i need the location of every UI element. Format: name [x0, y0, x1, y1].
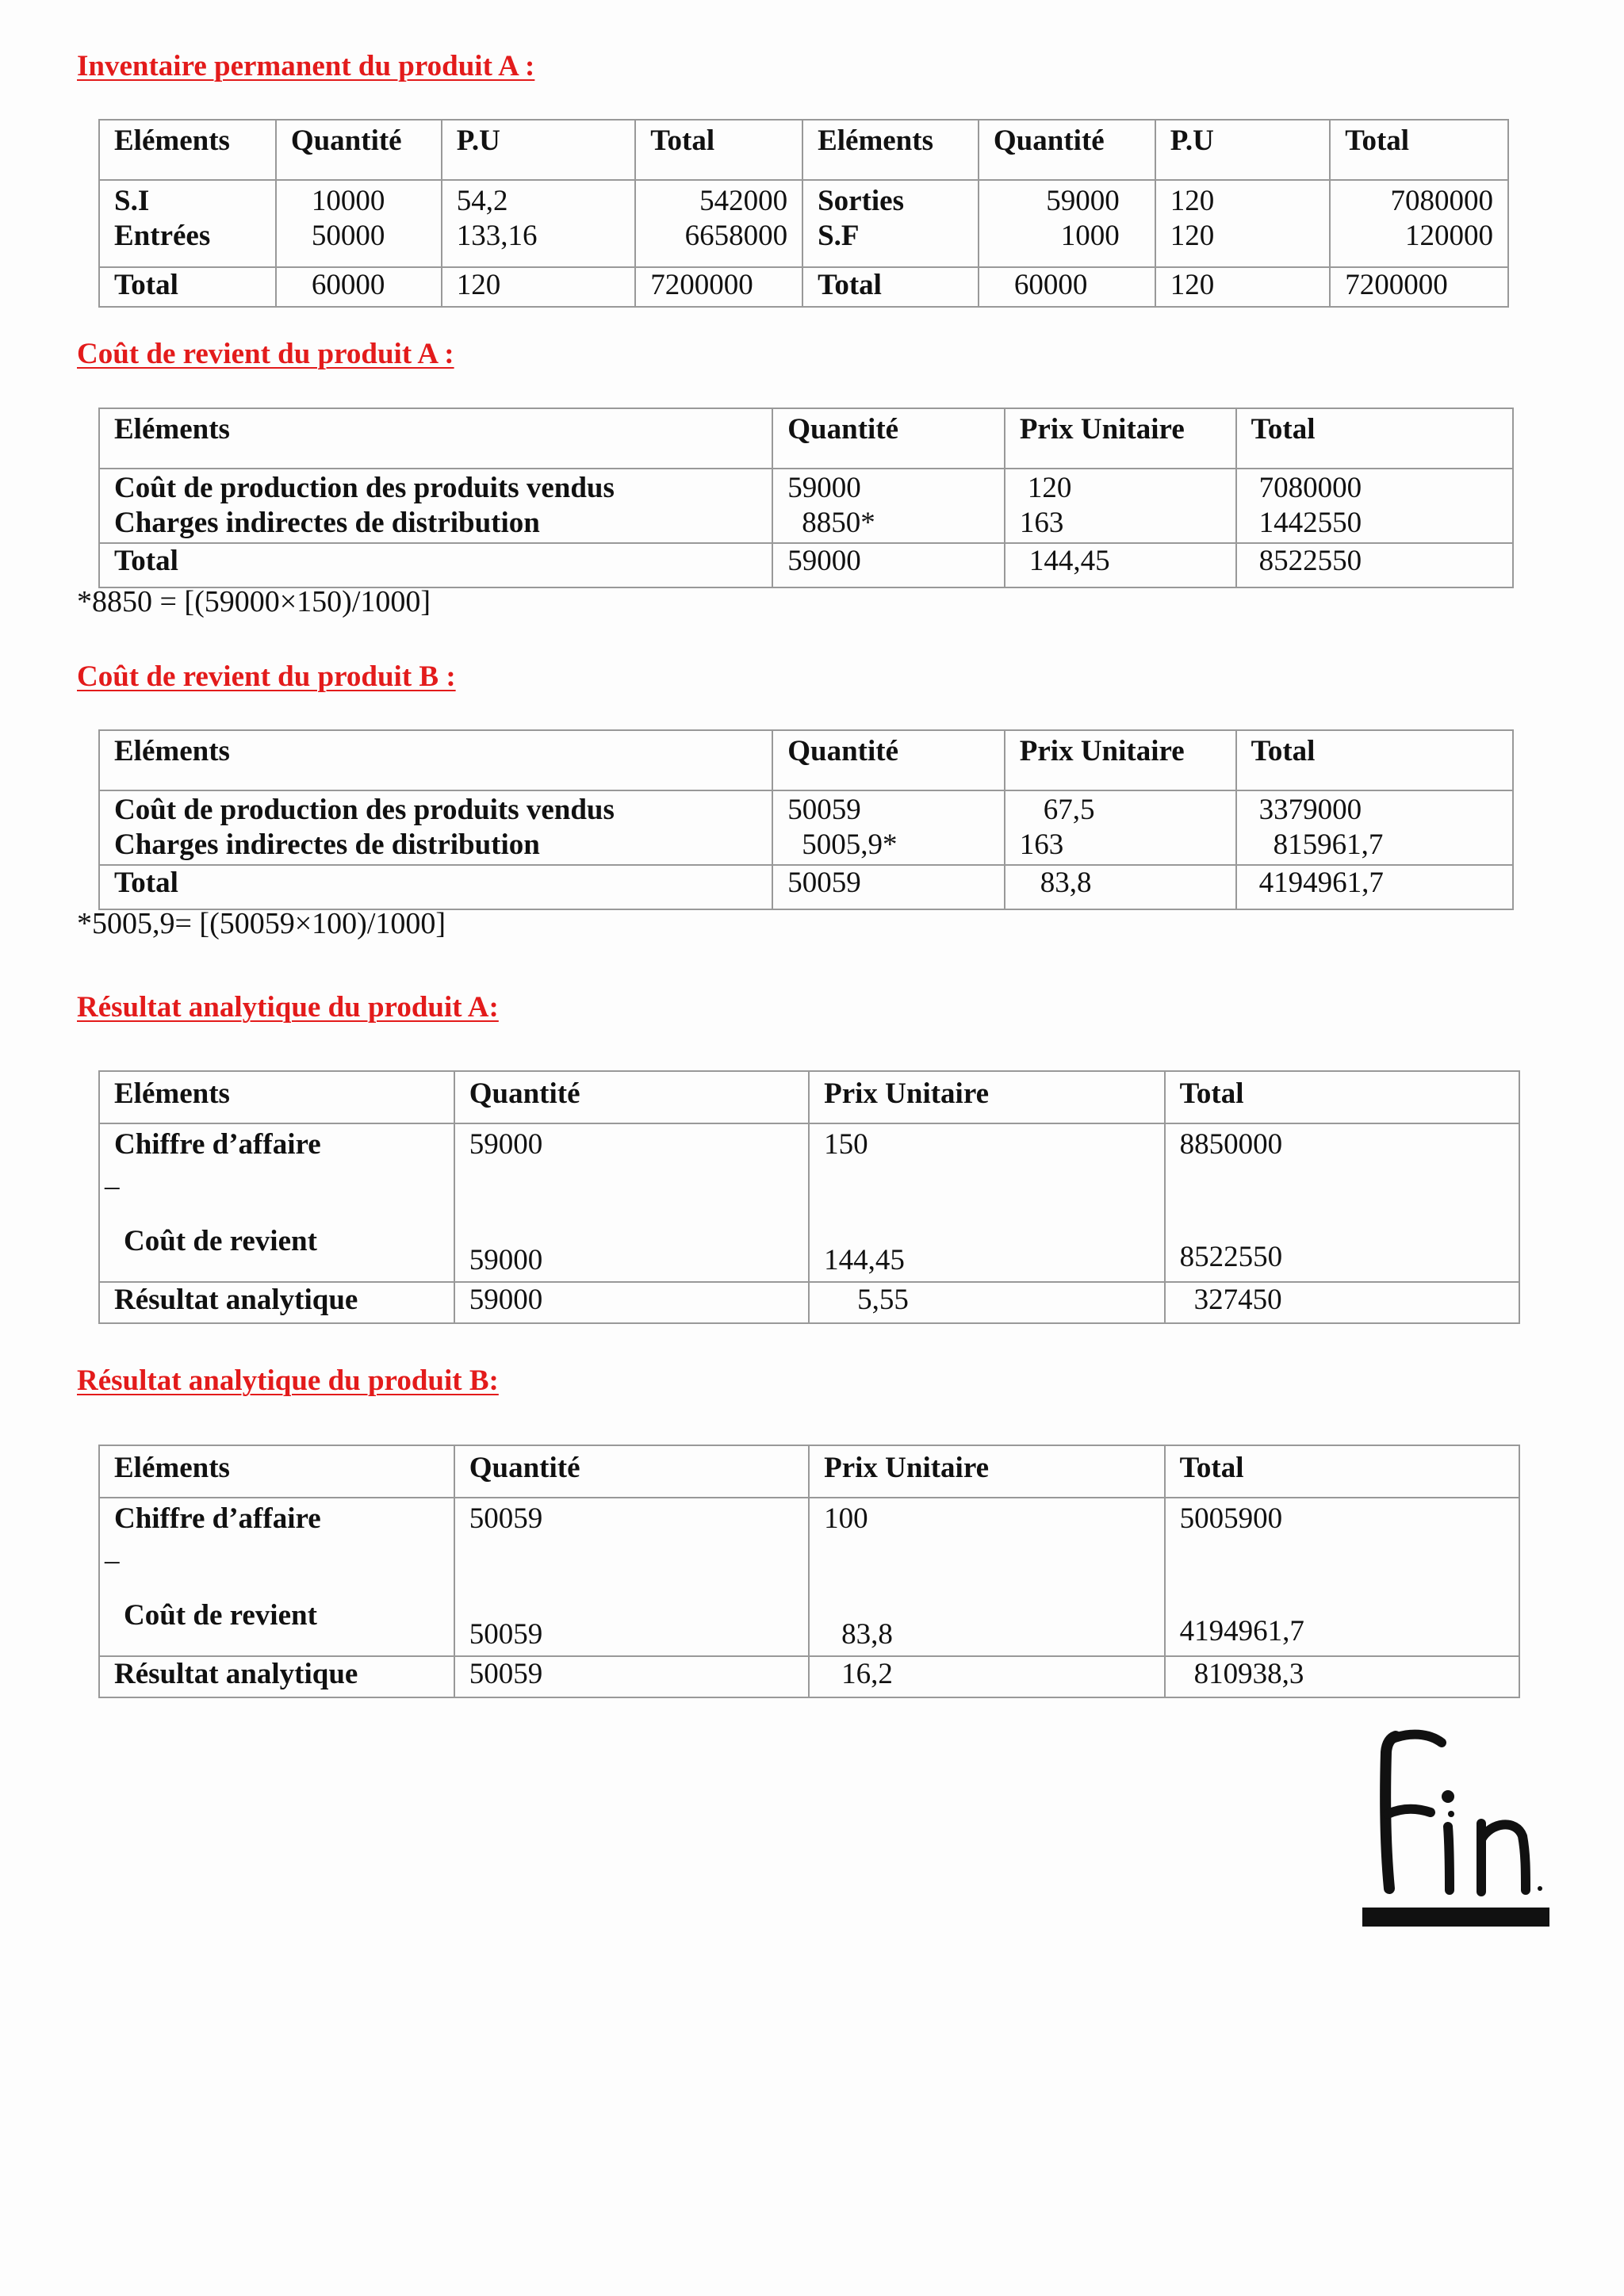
- table-row: Chiffre d’affaire _ Coût de revient 50059 50059 100 83,8 5005900 4194961,7: [99, 1498, 1519, 1656]
- result-b-table: [98, 1445, 1520, 1698]
- result-a-table: [98, 1070, 1520, 1324]
- table-total-row: Total 59000 144,45 8522550: [99, 543, 1513, 587]
- table-total-row: Résultat analytique 59000 5,55 327450: [99, 1282, 1519, 1323]
- result-b-heading: Résultat analytique du produit B:: [77, 1364, 499, 1397]
- table-row: S.I Entrées 10000 50000 54,2 133,16 542000 6658000 Sorties S.F 59000 1000 120 120 7080000 120000: [99, 180, 1508, 267]
- cost-a-footnote: *8850 = [(59000×150)/1000]: [77, 585, 431, 618]
- table-header-row: Eléments Quantité P.U Total Eléments Quantité P.U Total: [99, 120, 1508, 180]
- cost-b-footnote: *5005,9= [(50059×100)/1000]: [77, 907, 446, 940]
- table-total-row: Résultat analytique 50059 16,2 810938,3: [99, 1656, 1519, 1697]
- fin-handwritten-logo: [1362, 1720, 1553, 1927]
- cost-b-table: [98, 729, 1514, 910]
- table-row: Chiffre d’affaire _ Coût de revient 59000 59000 150 144,45 8850000 8522550: [99, 1123, 1519, 1282]
- result-a-heading: Résultat analytique du produit A:: [77, 991, 499, 1024]
- table-header-row: Eléments Quantité Prix Unitaire Total: [99, 730, 1513, 790]
- fin-end-mark: [1362, 1720, 1553, 1927]
- table-header-row: Eléments Quantité Prix Unitaire Total: [99, 1071, 1519, 1123]
- table-row: Coût de production des produits vendus Charges indirectes de distribution 59000 8850* 120 163 7080000 1442550: [99, 469, 1513, 543]
- cost-a-table: [98, 408, 1514, 588]
- table-header-row: Eléments Quantité Prix Unitaire Total: [99, 408, 1513, 469]
- table-total-row: Total 60000 120 7200000 Total 60000 120 7200000: [99, 267, 1508, 307]
- inventory-table: [98, 119, 1509, 308]
- cost-b-heading: Coût de revient du produit B :: [77, 660, 456, 693]
- table-row: Coût de production des produits vendus Charges indirectes de distribution 50059 5005,9* 67,5 163 3379000 815961,7: [99, 790, 1513, 865]
- cost-a-heading: Coût de revient du produit A :: [77, 338, 454, 370]
- inventory-heading: Inventaire permanent du produit A :: [77, 50, 535, 82]
- table-header-row: Eléments Quantité Prix Unitaire Total: [99, 1445, 1519, 1498]
- table-total-row: Total 50059 83,8 4194961,7: [99, 865, 1513, 909]
